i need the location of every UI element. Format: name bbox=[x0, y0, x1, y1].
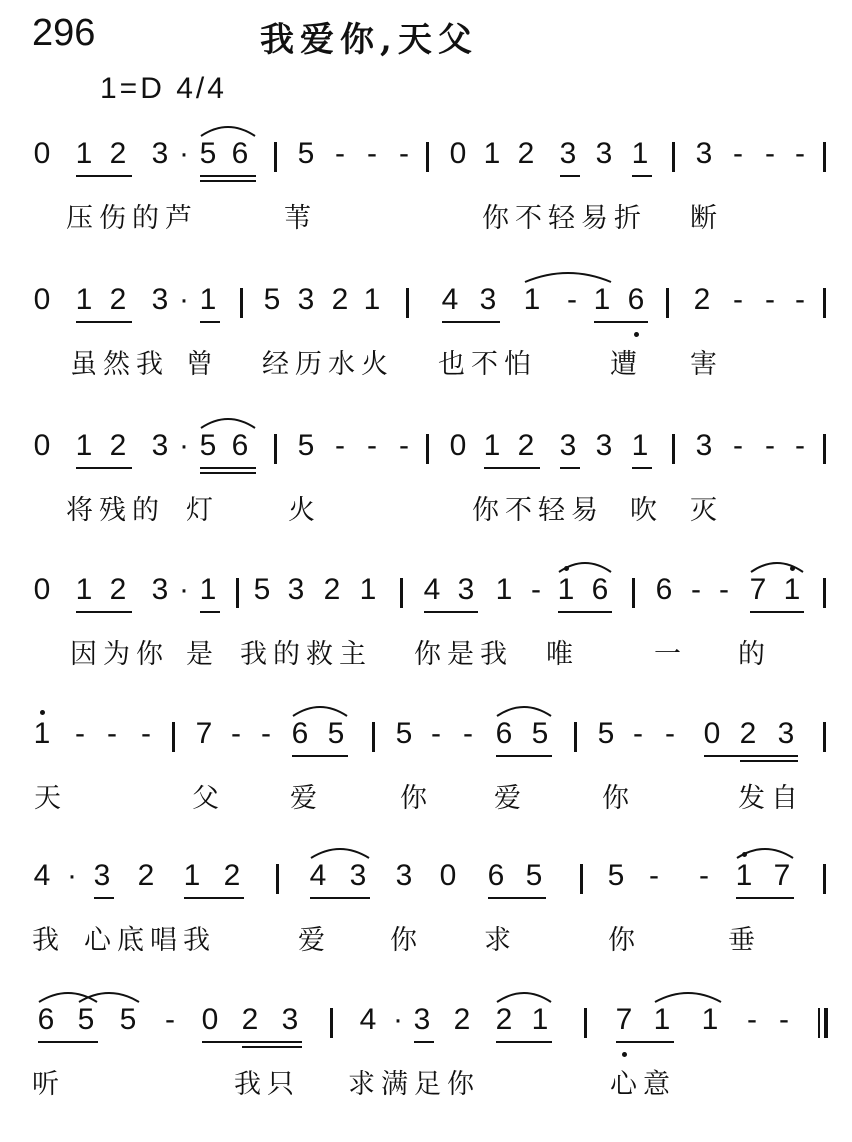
lyric: 遭 bbox=[610, 349, 643, 380]
note: 7 bbox=[615, 1003, 633, 1036]
lyric: 灯 bbox=[186, 495, 219, 526]
note: 3 bbox=[151, 573, 169, 606]
note: 2 bbox=[323, 573, 341, 606]
beam-underline bbox=[76, 611, 132, 613]
beam-underline bbox=[736, 897, 794, 899]
note: 1 bbox=[653, 1003, 671, 1036]
note: 4 bbox=[441, 283, 459, 316]
note: 5 bbox=[607, 859, 625, 892]
note: 4 bbox=[309, 859, 327, 892]
beam-underline bbox=[200, 321, 220, 323]
note: 3 bbox=[559, 429, 577, 462]
note: 0 bbox=[703, 717, 721, 750]
beam-underline bbox=[442, 321, 500, 323]
lyric: 将残的 bbox=[66, 495, 165, 526]
hold-dash: - bbox=[795, 283, 805, 316]
note: 4 bbox=[359, 1003, 377, 1036]
score-line bbox=[0, 572, 852, 712]
lyric: 听 bbox=[32, 1069, 65, 1100]
note: 3 bbox=[281, 1003, 299, 1036]
beam-underline bbox=[616, 1041, 674, 1043]
note: 1 bbox=[199, 283, 217, 316]
beam-underline bbox=[424, 611, 478, 613]
note: 2 bbox=[137, 859, 155, 892]
note: 7 bbox=[195, 717, 213, 750]
lyric: 我只 bbox=[234, 1069, 300, 1100]
note: 3 bbox=[151, 429, 169, 462]
note: 2 bbox=[109, 283, 127, 316]
barline bbox=[672, 434, 675, 464]
beam-underline bbox=[704, 755, 798, 757]
barline bbox=[372, 722, 375, 752]
note: 5 bbox=[77, 1003, 95, 1036]
hold-dash: - bbox=[367, 429, 377, 462]
barline bbox=[584, 1008, 587, 1038]
beam-underline bbox=[200, 467, 256, 469]
note: 1 bbox=[75, 429, 93, 462]
hold-dash: - bbox=[747, 1003, 757, 1036]
note: 1 bbox=[557, 573, 575, 606]
hold-dash: - bbox=[107, 717, 117, 750]
hold-dash: - bbox=[261, 717, 271, 750]
lyric: 唯 bbox=[546, 639, 579, 670]
note: 2 bbox=[109, 137, 127, 170]
beam-underline bbox=[76, 467, 132, 469]
score-line bbox=[0, 858, 852, 998]
note: 5 bbox=[395, 717, 413, 750]
hold-dash: - bbox=[531, 573, 541, 606]
barline bbox=[823, 288, 826, 318]
note: 5 bbox=[531, 717, 549, 750]
score-line bbox=[0, 136, 852, 276]
note: 5 bbox=[253, 573, 271, 606]
beam-underline bbox=[38, 1041, 98, 1043]
hold-dash: - bbox=[335, 429, 345, 462]
barline bbox=[172, 722, 175, 752]
note: 2 bbox=[109, 573, 127, 606]
hold-dash: - bbox=[141, 717, 151, 750]
lyric: 你 bbox=[608, 925, 641, 956]
hold-dash: - bbox=[699, 859, 709, 892]
note: 2 bbox=[739, 717, 757, 750]
dot-mark: · bbox=[393, 1003, 403, 1036]
note: 1 bbox=[359, 573, 377, 606]
hold-dash: - bbox=[795, 137, 805, 170]
note: 1 bbox=[783, 573, 801, 606]
note: 1 bbox=[33, 717, 51, 750]
note: 1 bbox=[495, 573, 513, 606]
note: 2 bbox=[495, 1003, 513, 1036]
barline bbox=[240, 288, 243, 318]
barline bbox=[330, 1008, 333, 1038]
note: 4 bbox=[423, 573, 441, 606]
beam-underline bbox=[488, 897, 546, 899]
lyric: 灭 bbox=[690, 495, 723, 526]
slur-arc bbox=[750, 558, 804, 574]
note: 5 bbox=[297, 137, 315, 170]
note: 0 bbox=[449, 429, 467, 462]
score-line bbox=[0, 716, 852, 856]
barline bbox=[823, 578, 826, 608]
beam-underline bbox=[496, 755, 552, 757]
hold-dash: - bbox=[231, 717, 241, 750]
hold-dash: - bbox=[367, 137, 377, 170]
lyrics-line bbox=[0, 488, 852, 528]
note: 5 bbox=[199, 137, 217, 170]
dot-mark: · bbox=[179, 429, 189, 462]
lyric: 你不轻易折 bbox=[482, 203, 647, 234]
lyrics-line bbox=[0, 342, 852, 382]
lyric: 压伤的芦 bbox=[66, 203, 198, 234]
hold-dash: - bbox=[665, 717, 675, 750]
lyric: 天 bbox=[34, 783, 67, 814]
hold-dash: - bbox=[765, 429, 775, 462]
note: 1 bbox=[183, 859, 201, 892]
note: 3 bbox=[297, 283, 315, 316]
beam-underline bbox=[184, 897, 244, 899]
note: 1 bbox=[75, 137, 93, 170]
note: 3 bbox=[595, 137, 613, 170]
note: 3 bbox=[151, 283, 169, 316]
lyric: 曾 bbox=[186, 349, 219, 380]
barline bbox=[632, 578, 635, 608]
octave-dot-below bbox=[622, 1052, 627, 1057]
beam-underline bbox=[594, 321, 648, 323]
beam-underline bbox=[558, 611, 612, 613]
beam-underline bbox=[560, 175, 580, 177]
note: 5 bbox=[327, 717, 345, 750]
lyric: 爱 bbox=[290, 783, 323, 814]
lyric: 发自 bbox=[738, 783, 804, 814]
beam-underline bbox=[200, 175, 256, 177]
note: 5 bbox=[119, 1003, 137, 1036]
barline bbox=[823, 864, 826, 894]
note: 6 bbox=[291, 717, 309, 750]
note: 1 bbox=[531, 1003, 549, 1036]
score-line bbox=[0, 428, 852, 568]
hymn-number: 296 bbox=[32, 12, 96, 54]
note: 0 bbox=[33, 137, 51, 170]
note: 2 bbox=[331, 283, 349, 316]
lyric: 心底唱我 bbox=[84, 925, 216, 956]
lyric: 我 bbox=[32, 925, 65, 956]
lyric: 火 bbox=[288, 495, 321, 526]
lyric: 害 bbox=[690, 349, 723, 380]
lyric: 求满足你 bbox=[348, 1069, 480, 1100]
lyric: 你是我 bbox=[414, 639, 513, 670]
lyric: 你 bbox=[400, 783, 433, 814]
note: 3 bbox=[395, 859, 413, 892]
hold-dash: - bbox=[733, 283, 743, 316]
note: 6 bbox=[487, 859, 505, 892]
barline bbox=[666, 288, 669, 318]
note: 7 bbox=[773, 859, 791, 892]
barline bbox=[400, 578, 403, 608]
dot-mark: · bbox=[179, 283, 189, 316]
note: 1 bbox=[701, 1003, 719, 1036]
note: 1 bbox=[523, 283, 541, 316]
lyric: 一 bbox=[654, 639, 687, 670]
beam-underline bbox=[242, 1046, 302, 1048]
hold-dash: - bbox=[765, 137, 775, 170]
note: 3 bbox=[695, 429, 713, 462]
note: 3 bbox=[559, 137, 577, 170]
beam-underline bbox=[200, 611, 220, 613]
barline bbox=[580, 864, 583, 894]
hold-dash: - bbox=[75, 717, 85, 750]
beam-underline bbox=[632, 467, 652, 469]
lyric: 的 bbox=[738, 639, 771, 670]
note: 6 bbox=[37, 1003, 55, 1036]
note: 2 bbox=[453, 1003, 471, 1036]
note: 2 bbox=[241, 1003, 259, 1036]
note: 6 bbox=[231, 137, 249, 170]
note: 1 bbox=[199, 573, 217, 606]
lyric: 苇 bbox=[284, 203, 317, 234]
slur-arc bbox=[78, 988, 140, 1004]
note: 3 bbox=[695, 137, 713, 170]
hold-dash: - bbox=[795, 429, 805, 462]
beam-underline bbox=[414, 1041, 434, 1043]
slur-arc bbox=[200, 414, 256, 430]
hold-dash: - bbox=[719, 573, 729, 606]
beam-underline bbox=[94, 897, 114, 899]
slur-arc bbox=[200, 122, 256, 138]
beam-underline bbox=[740, 760, 798, 762]
beam-underline bbox=[484, 467, 540, 469]
beam-underline bbox=[200, 180, 256, 182]
octave-dot-above bbox=[564, 566, 569, 571]
beam-underline bbox=[202, 1041, 302, 1043]
note: 3 bbox=[595, 429, 613, 462]
final-barline bbox=[824, 1008, 828, 1038]
lyric: 吹 bbox=[630, 495, 663, 526]
lyrics-line bbox=[0, 776, 852, 816]
note: 1 bbox=[631, 137, 649, 170]
slur-arc bbox=[524, 268, 612, 284]
note: 6 bbox=[231, 429, 249, 462]
octave-dot-above bbox=[742, 852, 747, 857]
note: 7 bbox=[749, 573, 767, 606]
slur-arc bbox=[496, 702, 552, 718]
lyrics-line bbox=[0, 632, 852, 672]
beam-underline bbox=[750, 611, 804, 613]
dot-mark: · bbox=[67, 859, 77, 892]
hold-dash: - bbox=[463, 717, 473, 750]
barline bbox=[823, 142, 826, 172]
hold-dash: - bbox=[431, 717, 441, 750]
note: 0 bbox=[439, 859, 457, 892]
note: 6 bbox=[627, 283, 645, 316]
lyric: 你 bbox=[390, 925, 423, 956]
hold-dash: - bbox=[165, 1003, 175, 1036]
note: 0 bbox=[33, 573, 51, 606]
slur-arc bbox=[654, 988, 722, 1004]
hold-dash: - bbox=[733, 137, 743, 170]
dot-mark: · bbox=[179, 573, 189, 606]
key-signature: 1=D 4/4 bbox=[100, 72, 227, 105]
lyrics-line bbox=[0, 196, 852, 236]
beam-underline bbox=[200, 472, 256, 474]
note: 3 bbox=[777, 717, 795, 750]
barline bbox=[236, 578, 239, 608]
note: 0 bbox=[33, 429, 51, 462]
note: 6 bbox=[495, 717, 513, 750]
lyric: 垂 bbox=[728, 925, 761, 956]
beam-underline bbox=[632, 175, 652, 177]
note: 3 bbox=[349, 859, 367, 892]
note: 2 bbox=[223, 859, 241, 892]
hold-dash: - bbox=[733, 429, 743, 462]
slur-arc bbox=[310, 844, 370, 860]
barline bbox=[823, 434, 826, 464]
note: 1 bbox=[631, 429, 649, 462]
hold-dash: - bbox=[567, 283, 577, 316]
note: 3 bbox=[93, 859, 111, 892]
hold-dash: - bbox=[779, 1003, 789, 1036]
slur-arc bbox=[292, 702, 348, 718]
hold-dash: - bbox=[649, 859, 659, 892]
slur-arc bbox=[496, 988, 552, 1004]
hold-dash: - bbox=[633, 717, 643, 750]
beam-underline bbox=[496, 1041, 552, 1043]
barline bbox=[823, 722, 826, 752]
hold-dash: - bbox=[399, 429, 409, 462]
note: 4 bbox=[33, 859, 51, 892]
note: 1 bbox=[483, 137, 501, 170]
lyric: 是 bbox=[186, 639, 219, 670]
dot-mark: · bbox=[179, 137, 189, 170]
barline bbox=[426, 434, 429, 464]
note: 1 bbox=[363, 283, 381, 316]
note: 2 bbox=[109, 429, 127, 462]
lyric: 因为你 bbox=[70, 639, 169, 670]
note: 1 bbox=[593, 283, 611, 316]
hold-dash: - bbox=[399, 137, 409, 170]
lyric: 经历水火 bbox=[262, 349, 394, 380]
score-line bbox=[0, 282, 852, 422]
lyrics-line bbox=[0, 918, 852, 958]
lyric: 断 bbox=[690, 203, 723, 234]
lyrics-line bbox=[0, 1062, 852, 1102]
note: 3 bbox=[457, 573, 475, 606]
lyric: 爱 bbox=[298, 925, 331, 956]
note: 3 bbox=[413, 1003, 431, 1036]
note: 5 bbox=[597, 717, 615, 750]
note: 2 bbox=[693, 283, 711, 316]
lyric: 也不怕 bbox=[438, 349, 537, 380]
barline bbox=[818, 1008, 820, 1038]
lyric: 你不轻易 bbox=[472, 495, 604, 526]
note: 1 bbox=[75, 283, 93, 316]
note: 3 bbox=[287, 573, 305, 606]
octave-dot-above bbox=[40, 710, 45, 715]
note: 2 bbox=[517, 429, 535, 462]
note: 0 bbox=[33, 283, 51, 316]
note: 2 bbox=[517, 137, 535, 170]
note: 0 bbox=[449, 137, 467, 170]
hymn-title: 我爱你,天父 bbox=[260, 20, 478, 60]
beam-underline bbox=[310, 897, 370, 899]
hold-dash: - bbox=[765, 283, 775, 316]
beam-underline bbox=[292, 755, 348, 757]
note: 6 bbox=[591, 573, 609, 606]
barline bbox=[276, 864, 279, 894]
note: 5 bbox=[525, 859, 543, 892]
lyric: 心意 bbox=[610, 1069, 676, 1100]
note: 5 bbox=[263, 283, 281, 316]
page-header bbox=[0, 8, 852, 58]
hold-dash: - bbox=[691, 573, 701, 606]
note: 3 bbox=[151, 137, 169, 170]
lyric: 虽然我 bbox=[70, 349, 169, 380]
note: 1 bbox=[75, 573, 93, 606]
lyric: 父 bbox=[192, 783, 225, 814]
octave-dot-below bbox=[634, 332, 639, 337]
barline bbox=[672, 142, 675, 172]
note: 3 bbox=[479, 283, 497, 316]
barline bbox=[574, 722, 577, 752]
beam-underline bbox=[76, 175, 132, 177]
lyric: 你 bbox=[602, 783, 635, 814]
beam-underline bbox=[560, 467, 580, 469]
note: 0 bbox=[201, 1003, 219, 1036]
barline bbox=[274, 142, 277, 172]
note: 1 bbox=[735, 859, 753, 892]
lyric: 我的救主 bbox=[240, 639, 372, 670]
lyric: 爱 bbox=[494, 783, 527, 814]
note: 5 bbox=[297, 429, 315, 462]
barline bbox=[406, 288, 409, 318]
barline bbox=[426, 142, 429, 172]
lyric: 求 bbox=[484, 925, 517, 956]
note: 5 bbox=[199, 429, 217, 462]
barline bbox=[274, 434, 277, 464]
hold-dash: - bbox=[335, 137, 345, 170]
octave-dot-above bbox=[790, 566, 795, 571]
score-line bbox=[0, 1002, 852, 1142]
note: 1 bbox=[483, 429, 501, 462]
beam-underline bbox=[76, 321, 132, 323]
note: 6 bbox=[655, 573, 673, 606]
